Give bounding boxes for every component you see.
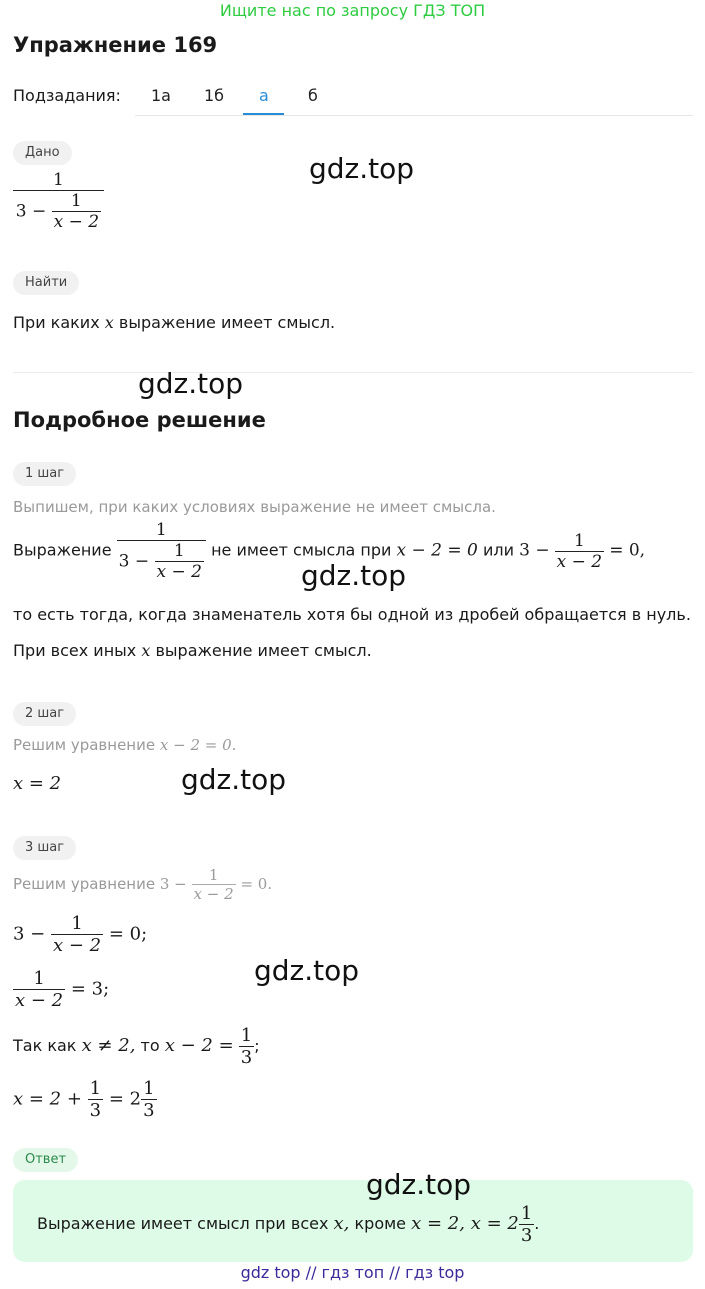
step3-line3: Так как x ≠ 2, то x − 2 = $\frac{1}{3}$ ;: [13, 1025, 260, 1068]
watermark: gdz.top: [181, 763, 287, 796]
answer-text: Выражение имеет смысл при всех x, кроме x = 2, x = 2 $\frac{1}{3}$ .: [37, 1203, 540, 1246]
watermark: gdz.top: [309, 152, 415, 185]
bottom-links: [0, 1263, 705, 1282]
step3-hint: Решим уравнение 3 − $\frac{1}{x - 2}$ = 0.: [13, 866, 273, 903]
link-gdz-top-1[interactable]: gdz top: [240, 1263, 301, 1282]
subtasks-label: Подзадания:: [13, 86, 121, 105]
step3-badge: 3 шаг: [13, 836, 76, 860]
given-expression: 1 3 − $\frac{1}{x - 2}$: [13, 170, 104, 232]
separator: //: [305, 1263, 317, 1282]
find-text: При каких x выражение имеет смысл.: [13, 313, 336, 332]
subtask-tabs: [135, 78, 693, 116]
page-title: Упражнение 169: [13, 33, 218, 57]
step3-line4: x = 2 + $\frac{1}{3}$ = 2 $\frac{1}{3}$: [13, 1078, 155, 1121]
divider: [13, 372, 693, 373]
step3-line1: 3 − $\frac{1}{x - 2}$ = 0;: [13, 913, 148, 956]
tab-b[interactable]: б: [308, 86, 318, 105]
step1-line3: При всех иных x выражение имеет смысл.: [13, 641, 372, 660]
step2-hint: Решим уравнение x − 2 = 0.: [13, 736, 237, 754]
solution-title: Подробное решение: [13, 408, 266, 432]
watermark: gdz.top: [301, 559, 407, 592]
top-banner[interactable]: Ищите нас по запросу ГДЗ ТОП: [219, 1, 486, 20]
tab-a[interactable]: а: [259, 86, 269, 105]
link-gdz-top-3[interactable]: гдз top: [405, 1263, 465, 1282]
step2-badge: 2 шаг: [13, 702, 76, 726]
step2-result: x = 2: [13, 773, 62, 794]
step1-badge: 1 шаг: [13, 462, 76, 486]
active-tab-indicator: [243, 113, 284, 115]
given-badge: Дано: [13, 141, 72, 165]
watermark: gdz.top: [138, 367, 244, 400]
step3-line2: $\frac{1}{x - 2}$ = 3;: [15, 968, 110, 1011]
answer-badge: Ответ: [13, 1148, 78, 1172]
watermark: gdz.top: [366, 1168, 472, 1201]
tab-1a[interactable]: 1а: [151, 86, 171, 105]
separator: //: [389, 1263, 401, 1282]
link-gdz-top-2[interactable]: гдз топ: [321, 1263, 385, 1282]
step1-hint: Выпишем, при каких условиях выражение не имеет смысла.: [13, 498, 496, 516]
watermark: gdz.top: [254, 954, 360, 987]
tab-1b[interactable]: 1б: [204, 86, 225, 105]
step1-line1: Выражение 1 3 − $\frac{1}{x - 2}$ не имеет смысла при x − 2 = 0 или 3 − $\frac{1}{x - 2}$ = 0,: [13, 520, 646, 582]
find-badge: Найти: [13, 271, 79, 295]
step1-line2: то есть тогда, когда знаменатель хотя бы одной из дробей обращается в нуль.: [13, 605, 691, 624]
